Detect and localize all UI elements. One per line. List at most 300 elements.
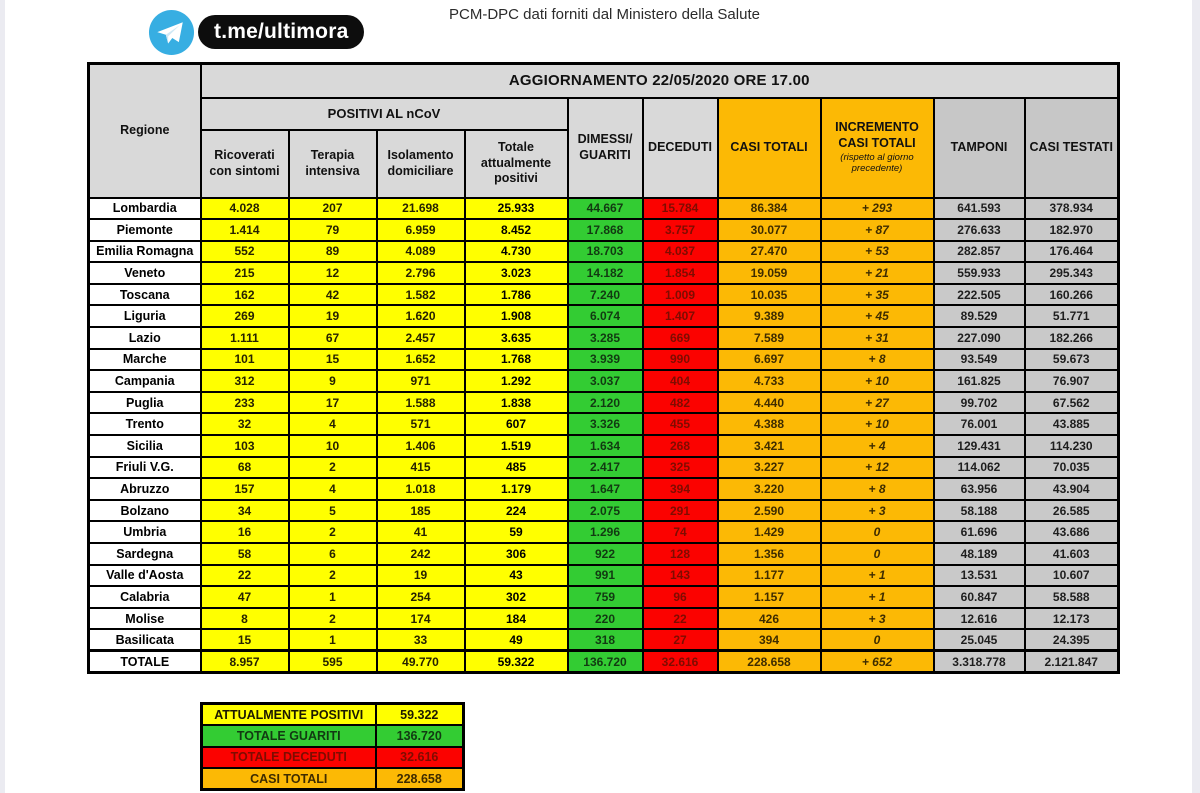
region-cell: Basilicata	[89, 629, 201, 651]
value-cell: 1	[289, 629, 377, 651]
summary-row	[202, 704, 464, 726]
value-cell: 227.090	[934, 327, 1025, 349]
value-cell: + 53	[821, 241, 934, 263]
value-cell: 51.771	[1025, 305, 1119, 327]
value-cell: 485	[465, 457, 568, 479]
table-row	[89, 198, 1119, 220]
value-cell: 669	[643, 327, 718, 349]
value-cell: 32	[201, 413, 289, 435]
value-cell: 215	[201, 262, 289, 284]
value-cell: 49.770	[377, 651, 465, 673]
value-cell: 3.421	[718, 435, 821, 457]
value-cell: 2	[289, 608, 377, 630]
region-cell: Puglia	[89, 392, 201, 414]
value-cell: 991	[568, 565, 643, 587]
value-cell: 922	[568, 543, 643, 565]
value-cell: 93.549	[934, 349, 1025, 371]
value-cell: 254	[377, 586, 465, 608]
value-cell: + 27	[821, 392, 934, 414]
col-header-isolamento: Isolamento domiciliare	[377, 130, 465, 198]
value-cell: 14.182	[568, 262, 643, 284]
value-cell: + 12	[821, 457, 934, 479]
value-cell: 1.414	[201, 219, 289, 241]
value-cell: 3.220	[718, 478, 821, 500]
value-cell: 1.356	[718, 543, 821, 565]
table-row	[89, 629, 1119, 651]
value-cell: 33	[377, 629, 465, 651]
value-cell: 58.588	[1025, 586, 1119, 608]
value-cell: 4	[289, 413, 377, 435]
value-cell: 8	[201, 608, 289, 630]
region-cell: Emilia Romagna	[89, 241, 201, 263]
value-cell: 43	[465, 565, 568, 587]
value-cell: 6.074	[568, 305, 643, 327]
value-cell: + 45	[821, 305, 934, 327]
value-cell: 19	[289, 305, 377, 327]
value-cell: 318	[568, 629, 643, 651]
value-cell: 1.519	[465, 435, 568, 457]
col-header-totale-positivi: Totale attualmente positivi	[465, 130, 568, 198]
value-cell: 9	[289, 370, 377, 392]
value-cell: 6.697	[718, 349, 821, 371]
value-cell: 67	[289, 327, 377, 349]
value-cell: 1.429	[718, 521, 821, 543]
value-cell: 291	[643, 500, 718, 522]
value-cell: 114.062	[934, 457, 1025, 479]
value-cell: 2	[289, 457, 377, 479]
table-row	[89, 413, 1119, 435]
table-row	[89, 608, 1119, 630]
value-cell: 13.531	[934, 565, 1025, 587]
value-cell: 1.582	[377, 284, 465, 306]
value-cell: 455	[643, 413, 718, 435]
summary-row	[202, 725, 464, 747]
value-cell: 99.702	[934, 392, 1025, 414]
col-header-terapia: Terapia intensiva	[289, 130, 377, 198]
region-cell: Campania	[89, 370, 201, 392]
value-cell: + 1	[821, 586, 934, 608]
col-header-ricoverati: Ricoverati con sintomi	[201, 130, 289, 198]
value-cell: 1	[289, 586, 377, 608]
region-cell: TOTALE	[89, 651, 201, 673]
value-cell: 44.667	[568, 198, 643, 220]
value-cell: 1.111	[201, 327, 289, 349]
summary-table	[200, 702, 465, 791]
value-cell: 3.757	[643, 219, 718, 241]
col-header-regione: Regione	[89, 64, 201, 198]
value-cell: 1.588	[377, 392, 465, 414]
value-cell: 76.907	[1025, 370, 1119, 392]
region-cell: Valle d'Aosta	[89, 565, 201, 587]
value-cell: 48.189	[934, 543, 1025, 565]
value-cell: 3.318.778	[934, 651, 1025, 673]
region-cell: Umbria	[89, 521, 201, 543]
value-cell: 759	[568, 586, 643, 608]
value-cell: 10.607	[1025, 565, 1119, 587]
value-cell: 182.970	[1025, 219, 1119, 241]
value-cell: 185	[377, 500, 465, 522]
value-cell: 61.696	[934, 521, 1025, 543]
region-cell: Lombardia	[89, 198, 201, 220]
region-cell: Molise	[89, 608, 201, 630]
table-row	[89, 478, 1119, 500]
value-cell: 302	[465, 586, 568, 608]
value-cell: 0	[821, 521, 934, 543]
summary-row	[202, 747, 464, 769]
value-cell: 58.188	[934, 500, 1025, 522]
value-cell: 1.157	[718, 586, 821, 608]
value-cell: 22	[643, 608, 718, 630]
left-edge-strip	[0, 0, 5, 793]
table-row	[89, 565, 1119, 587]
value-cell: 25.045	[934, 629, 1025, 651]
summary-label: TOTALE DECEDUTI	[202, 747, 376, 769]
table-row	[89, 327, 1119, 349]
value-cell: 27	[643, 629, 718, 651]
value-cell: 378.934	[1025, 198, 1119, 220]
summary-value: 59.322	[376, 704, 464, 726]
value-cell: 16	[201, 521, 289, 543]
table-row	[89, 305, 1119, 327]
value-cell: 19.059	[718, 262, 821, 284]
table-row	[89, 370, 1119, 392]
value-cell: 971	[377, 370, 465, 392]
value-cell: 12	[289, 262, 377, 284]
value-cell: 161.825	[934, 370, 1025, 392]
col-header-dimessi: DIMESSI/ GUARITI	[568, 98, 643, 198]
region-cell: Friuli V.G.	[89, 457, 201, 479]
value-cell: 59.322	[465, 651, 568, 673]
value-cell: 5	[289, 500, 377, 522]
value-cell: 10	[289, 435, 377, 457]
value-cell: 1.620	[377, 305, 465, 327]
value-cell: 76.001	[934, 413, 1025, 435]
value-cell: 552	[201, 241, 289, 263]
telegram-handle-pill[interactable]: t.me/ultimora	[198, 15, 364, 49]
value-cell: 70.035	[1025, 457, 1119, 479]
region-cell: Toscana	[89, 284, 201, 306]
value-cell: 1.634	[568, 435, 643, 457]
value-cell: 136.720	[568, 651, 643, 673]
value-cell: 4	[289, 478, 377, 500]
table-row	[89, 241, 1119, 263]
summary-label: TOTALE GUARITI	[202, 725, 376, 747]
value-cell: 3.635	[465, 327, 568, 349]
table-row	[89, 435, 1119, 457]
value-cell: 15	[289, 349, 377, 371]
covid-table-body	[89, 198, 1119, 673]
value-cell: 1.768	[465, 349, 568, 371]
value-cell: 63.956	[934, 478, 1025, 500]
value-cell: 242	[377, 543, 465, 565]
value-cell: 17.868	[568, 219, 643, 241]
value-cell: 1.786	[465, 284, 568, 306]
value-cell: + 31	[821, 327, 934, 349]
value-cell: 68	[201, 457, 289, 479]
value-cell: 96	[643, 586, 718, 608]
value-cell: 7.589	[718, 327, 821, 349]
value-cell: 990	[643, 349, 718, 371]
region-cell: Bolzano	[89, 500, 201, 522]
value-cell: 34	[201, 500, 289, 522]
summary-row	[202, 768, 464, 790]
col-header-incremento	[821, 98, 934, 198]
value-cell: 4.730	[465, 241, 568, 263]
value-cell: 21.698	[377, 198, 465, 220]
region-cell: Trento	[89, 413, 201, 435]
value-cell: 157	[201, 478, 289, 500]
value-cell: 4.440	[718, 392, 821, 414]
covid-table	[87, 62, 1120, 674]
col-header-deceduti: DECEDUTI	[643, 98, 718, 198]
value-cell: 49	[465, 629, 568, 651]
value-cell: 3.023	[465, 262, 568, 284]
value-cell: 3.285	[568, 327, 643, 349]
incremento-note: (rispetto al giorno precedente)	[840, 151, 914, 174]
value-cell: 103	[201, 435, 289, 457]
value-cell: + 8	[821, 349, 934, 371]
value-cell: 41.603	[1025, 543, 1119, 565]
value-cell: 41	[377, 521, 465, 543]
incremento-label: INCREMENTO CASI TOTALI	[835, 120, 919, 151]
value-cell: 2	[289, 521, 377, 543]
table-row	[89, 392, 1119, 414]
value-cell: 482	[643, 392, 718, 414]
value-cell: 42	[289, 284, 377, 306]
value-cell: 58	[201, 543, 289, 565]
value-cell: 276.633	[934, 219, 1025, 241]
table-row	[89, 543, 1119, 565]
table-row	[89, 457, 1119, 479]
value-cell: 160.266	[1025, 284, 1119, 306]
value-cell: 426	[718, 608, 821, 630]
value-cell: 394	[718, 629, 821, 651]
right-edge-strip	[1192, 0, 1200, 793]
value-cell: 1.854	[643, 262, 718, 284]
value-cell: 143	[643, 565, 718, 587]
region-cell: Veneto	[89, 262, 201, 284]
source-note: PCM-DPC dati forniti dal Ministero della Salute	[449, 6, 760, 23]
region-cell: Marche	[89, 349, 201, 371]
value-cell: + 1	[821, 565, 934, 587]
value-cell: 1.009	[643, 284, 718, 306]
value-cell: 1.296	[568, 521, 643, 543]
table-row	[89, 586, 1119, 608]
value-cell: 228.658	[718, 651, 821, 673]
value-cell: 59	[465, 521, 568, 543]
value-cell: 1.292	[465, 370, 568, 392]
value-cell: 43.686	[1025, 521, 1119, 543]
value-cell: 4.028	[201, 198, 289, 220]
table-row	[89, 521, 1119, 543]
table-row	[89, 500, 1119, 522]
value-cell: 1.838	[465, 392, 568, 414]
value-cell: 24.395	[1025, 629, 1119, 651]
value-cell: 22	[201, 565, 289, 587]
value-cell: 4.388	[718, 413, 821, 435]
summary-label: ATTUALMENTE POSITIVI	[202, 704, 376, 726]
value-cell: 184	[465, 608, 568, 630]
region-cell: Lazio	[89, 327, 201, 349]
value-cell: 9.389	[718, 305, 821, 327]
value-cell: 0	[821, 543, 934, 565]
value-cell: + 293	[821, 198, 934, 220]
value-cell: + 35	[821, 284, 934, 306]
value-cell: + 10	[821, 370, 934, 392]
table-title: AGGIORNAMENTO 22/05/2020 ORE 17.00	[201, 64, 1119, 98]
value-cell: 6	[289, 543, 377, 565]
summary-value: 32.616	[376, 747, 464, 769]
value-cell: 2	[289, 565, 377, 587]
value-cell: 1.018	[377, 478, 465, 500]
value-cell: 17	[289, 392, 377, 414]
value-cell: 1.179	[465, 478, 568, 500]
table-row	[89, 284, 1119, 306]
value-cell: 60.847	[934, 586, 1025, 608]
value-cell: 4.733	[718, 370, 821, 392]
telegram-logo-icon	[148, 9, 195, 56]
value-cell: 4.037	[643, 241, 718, 263]
value-cell: 7.240	[568, 284, 643, 306]
value-cell: 233	[201, 392, 289, 414]
value-cell: 415	[377, 457, 465, 479]
value-cell: 176.464	[1025, 241, 1119, 263]
value-cell: 89	[289, 241, 377, 263]
value-cell: 114.230	[1025, 435, 1119, 457]
value-cell: + 87	[821, 219, 934, 241]
value-cell: 571	[377, 413, 465, 435]
value-cell: 268	[643, 435, 718, 457]
value-cell: 1.652	[377, 349, 465, 371]
value-cell: 32.616	[643, 651, 718, 673]
region-cell: Sicilia	[89, 435, 201, 457]
value-cell: 394	[643, 478, 718, 500]
value-cell: + 21	[821, 262, 934, 284]
value-cell: 282.857	[934, 241, 1025, 263]
value-cell: 2.796	[377, 262, 465, 284]
value-cell: + 4	[821, 435, 934, 457]
value-cell: 25.933	[465, 198, 568, 220]
value-cell: 3.939	[568, 349, 643, 371]
value-cell: 67.562	[1025, 392, 1119, 414]
value-cell: 128	[643, 543, 718, 565]
value-cell: 1.407	[643, 305, 718, 327]
value-cell: 12.616	[934, 608, 1025, 630]
value-cell: 269	[201, 305, 289, 327]
summary-label: CASI TOTALI	[202, 768, 376, 790]
value-cell: 2.590	[718, 500, 821, 522]
table-row	[89, 219, 1119, 241]
value-cell: 595	[289, 651, 377, 673]
value-cell: 27.470	[718, 241, 821, 263]
summary-table-body	[202, 704, 464, 790]
value-cell: 18.703	[568, 241, 643, 263]
col-header-tamponi: TAMPONI	[934, 98, 1025, 198]
value-cell: 79	[289, 219, 377, 241]
value-cell: 220	[568, 608, 643, 630]
value-cell: 30.077	[718, 219, 821, 241]
value-cell: 3.326	[568, 413, 643, 435]
value-cell: 129.431	[934, 435, 1025, 457]
value-cell: 2.457	[377, 327, 465, 349]
summary-value: 136.720	[376, 725, 464, 747]
value-cell: 607	[465, 413, 568, 435]
table-row	[89, 262, 1119, 284]
col-header-casi-totali: CASI TOTALI	[718, 98, 821, 198]
table-row	[89, 349, 1119, 371]
value-cell: 43.904	[1025, 478, 1119, 500]
total-row	[89, 651, 1119, 673]
value-cell: 15.784	[643, 198, 718, 220]
value-cell: 6.959	[377, 219, 465, 241]
value-cell: + 3	[821, 608, 934, 630]
value-cell: 1.647	[568, 478, 643, 500]
value-cell: 3.227	[718, 457, 821, 479]
value-cell: 12.173	[1025, 608, 1119, 630]
value-cell: 1.177	[718, 565, 821, 587]
value-cell: 306	[465, 543, 568, 565]
value-cell: + 8	[821, 478, 934, 500]
region-cell: Calabria	[89, 586, 201, 608]
region-cell: Sardegna	[89, 543, 201, 565]
value-cell: 0	[821, 629, 934, 651]
value-cell: 4.089	[377, 241, 465, 263]
value-cell: 89.529	[934, 305, 1025, 327]
value-cell: 312	[201, 370, 289, 392]
value-cell: 174	[377, 608, 465, 630]
value-cell: 15	[201, 629, 289, 651]
value-cell: 101	[201, 349, 289, 371]
col-header-casi-testati: CASI TESTATI	[1025, 98, 1119, 198]
value-cell: 10.035	[718, 284, 821, 306]
value-cell: 74	[643, 521, 718, 543]
value-cell: 2.121.847	[1025, 651, 1119, 673]
value-cell: 1.908	[465, 305, 568, 327]
value-cell: 26.585	[1025, 500, 1119, 522]
value-cell: 207	[289, 198, 377, 220]
value-cell: + 3	[821, 500, 934, 522]
value-cell: 59.673	[1025, 349, 1119, 371]
value-cell: 1.406	[377, 435, 465, 457]
value-cell: 182.266	[1025, 327, 1119, 349]
value-cell: 47	[201, 586, 289, 608]
value-cell: 2.075	[568, 500, 643, 522]
value-cell: 2.120	[568, 392, 643, 414]
value-cell: 404	[643, 370, 718, 392]
region-cell: Liguria	[89, 305, 201, 327]
value-cell: + 10	[821, 413, 934, 435]
value-cell: 559.933	[934, 262, 1025, 284]
col-group-positivi: POSITIVI AL nCoV	[201, 98, 568, 130]
value-cell: 641.593	[934, 198, 1025, 220]
region-cell: Piemonte	[89, 219, 201, 241]
value-cell: 19	[377, 565, 465, 587]
value-cell: 162	[201, 284, 289, 306]
value-cell: 8.452	[465, 219, 568, 241]
value-cell: 222.505	[934, 284, 1025, 306]
value-cell: + 652	[821, 651, 934, 673]
value-cell: 224	[465, 500, 568, 522]
value-cell: 325	[643, 457, 718, 479]
summary-value: 228.658	[376, 768, 464, 790]
value-cell: 43.885	[1025, 413, 1119, 435]
region-cell: Abruzzo	[89, 478, 201, 500]
value-cell: 295.343	[1025, 262, 1119, 284]
value-cell: 86.384	[718, 198, 821, 220]
value-cell: 2.417	[568, 457, 643, 479]
value-cell: 8.957	[201, 651, 289, 673]
value-cell: 3.037	[568, 370, 643, 392]
